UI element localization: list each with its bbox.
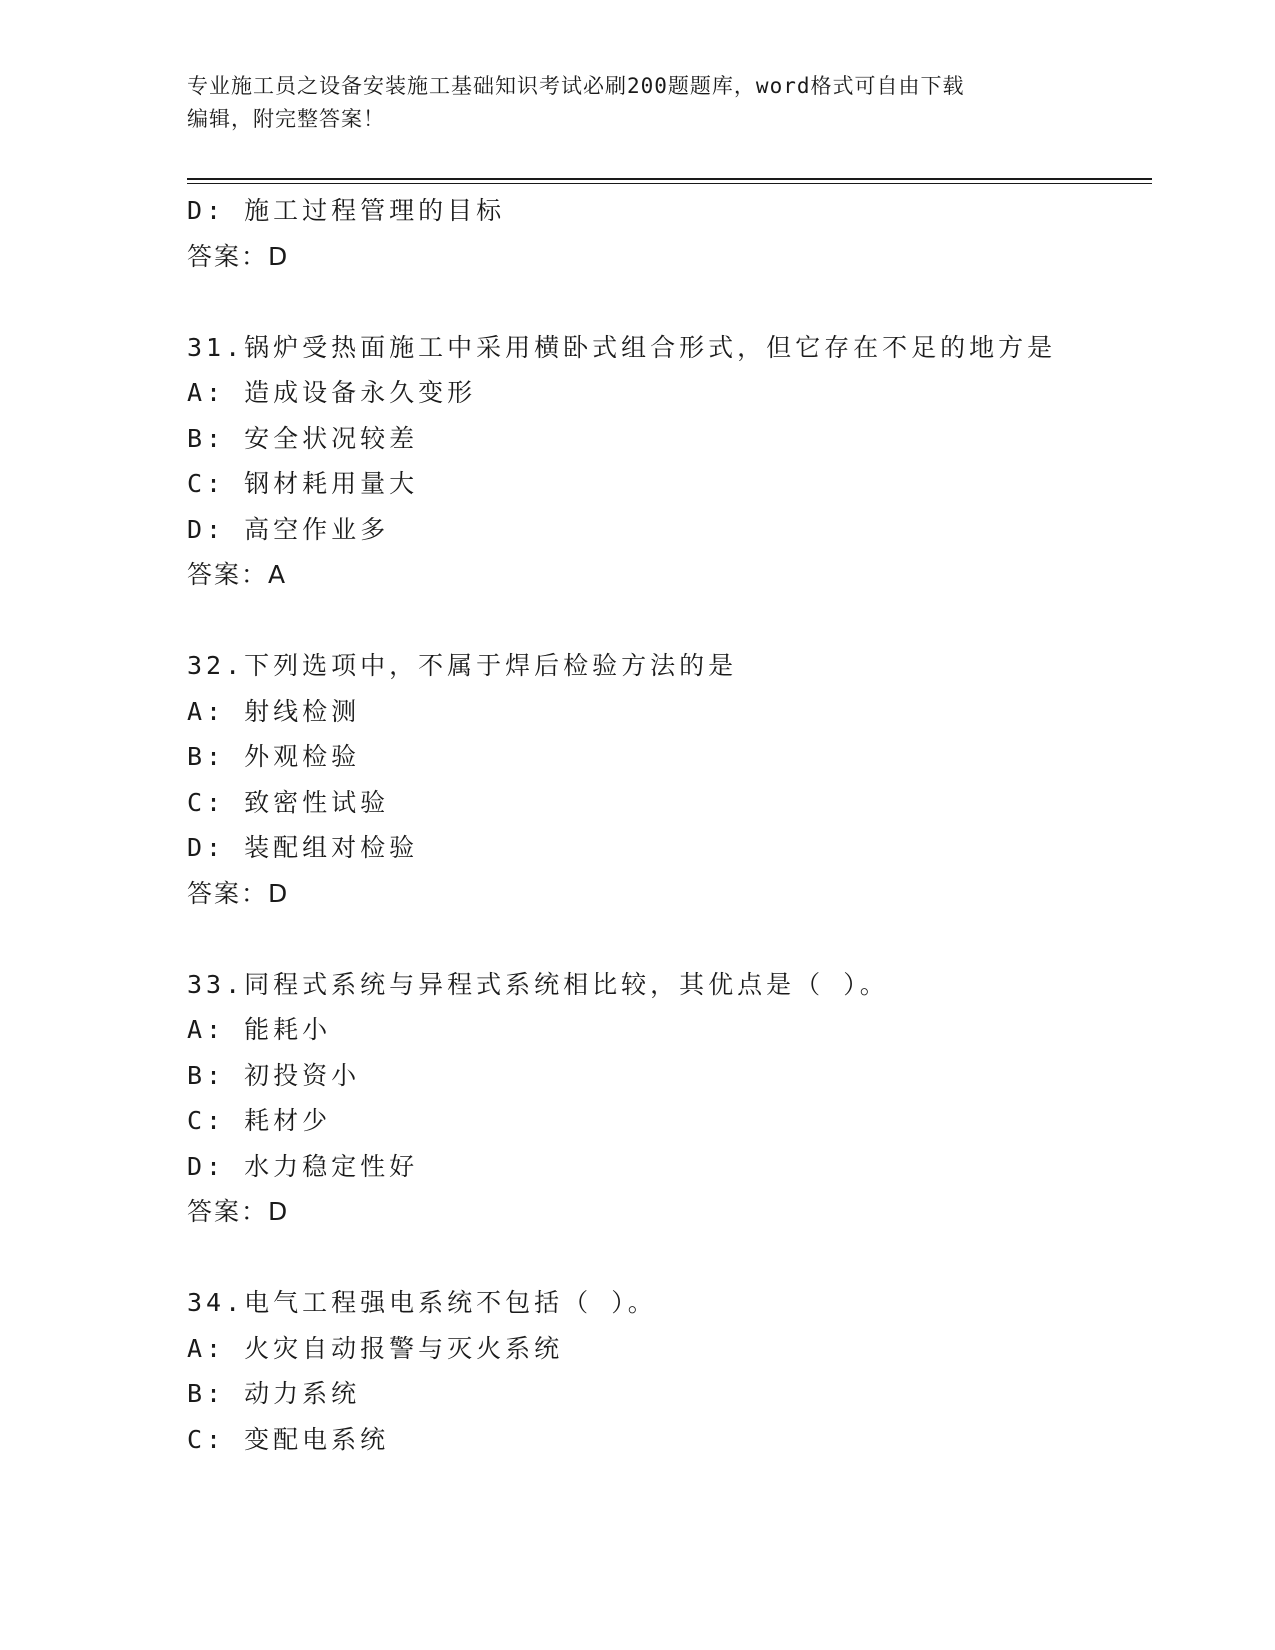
question-stem: 34.电气工程强电系统不包括（ ）。: [187, 1288, 657, 1317]
option-d: D: 施工过程管理的目标: [187, 196, 506, 225]
question-33: [187, 962, 1152, 1235]
option-b: B: 初投资小: [187, 1060, 361, 1090]
option-a: A: 造成设备永久变形: [187, 378, 477, 407]
header-title-line-1: 专业施工员之设备安装施工基础知识考试必刷200题题库，word格式可自由下载: [187, 74, 965, 98]
question-34: [187, 1280, 1152, 1462]
question-stem: 33.同程式系统与异程式系统相比较，其优点是（ ）。: [187, 969, 889, 999]
option-a: A: 火灾自动报警与灭火系统: [187, 1333, 564, 1363]
spacer: [187, 598, 1152, 644]
question-30-fragment: [187, 188, 1152, 279]
answer-line: 答案：D: [187, 878, 290, 908]
option-c: C: 钢材耗用量大: [187, 469, 419, 498]
option-d: D: 装配组对检验: [187, 833, 419, 862]
document-header: [187, 70, 1067, 136]
option-d: D: 水力稳定性好: [187, 1151, 419, 1181]
option-c: C: 变配电系统: [187, 1424, 390, 1454]
option-c: C: 致密性试验: [187, 787, 390, 817]
option-c: C: 耗材少: [187, 1106, 332, 1135]
option-b: B: 安全状况较差: [187, 423, 419, 453]
answer-line: 答案：D: [187, 241, 290, 271]
question-stem: 31.锅炉受热面施工中采用横卧式组合形式，但它存在不足的地方是: [187, 332, 1057, 362]
question-stem: 32.下列选项中，不属于焊后检验方法的是: [187, 651, 738, 680]
question-list: [187, 188, 1152, 1462]
answer-line: 答案：A: [187, 560, 288, 589]
option-d: D: 高空作业多: [187, 514, 390, 544]
option-b: B: 动力系统: [187, 1379, 361, 1408]
spacer: [187, 1235, 1152, 1281]
spacer: [187, 916, 1152, 962]
header-divider-thin: [187, 183, 1152, 184]
answer-line: 答案：D: [187, 1197, 290, 1226]
option-b: B: 外观检验: [187, 742, 361, 771]
header-title-line-2: 编辑，附完整答案！: [187, 107, 385, 131]
question-31: [187, 325, 1152, 598]
question-32: [187, 643, 1152, 916]
option-a: A: 能耗小: [187, 1015, 332, 1044]
spacer: [187, 279, 1152, 325]
option-a: A: 射线检测: [187, 696, 361, 726]
header-divider-thick: [187, 178, 1152, 180]
